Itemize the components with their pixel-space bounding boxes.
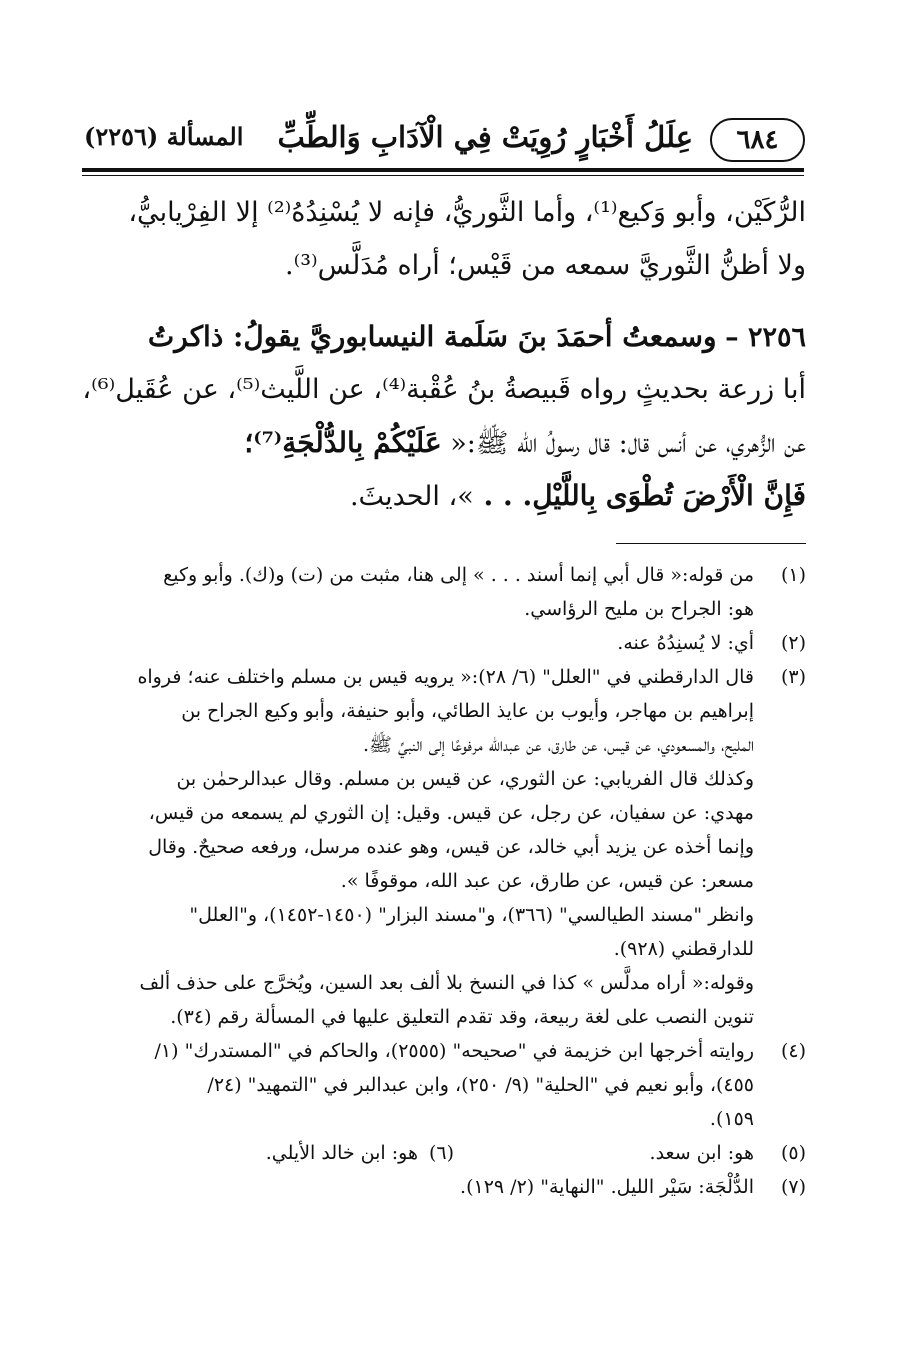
text-line: أبا زرعة بحديثٍ رواه قَبيصةُ بنُ عُقْبة⁽⁴⁾، عن اللَّيث⁽⁵⁾، عن عُقَيل⁽⁶⁾، — [82, 374, 806, 405]
footnote-line: أي: لا يُسنِدُهُ عنه. — [617, 632, 754, 654]
footnote-mark: (١) — [780, 564, 806, 586]
isnad-text: عن الزُّهري، عن أنس قال: قال رسولُ الله ﷺ:« — [441, 428, 806, 459]
footnotes — [84, 558, 806, 1204]
text-line — [84, 469, 806, 522]
footnote-line: تنوين النصب على لغة ربيعة، وقد تقدم التعليق عليها في المسألة رقم (٣٤). — [170, 1006, 754, 1028]
main-text — [84, 186, 806, 522]
matn-text: عَلَيْكُمْ بِالدُّلْجَةِ⁽⁷⁾؛ — [244, 426, 442, 459]
footnote-line: مسعر: عن قيس، عن طارق، عن عبد الله، موقوفًا ». — [340, 870, 754, 892]
footnote-line: هو: ابن خالد الأيلي. — [265, 1142, 418, 1164]
hadith-number: ٢٢٥٦ – — [725, 322, 806, 353]
running-title: عِلَلُ أَخْبَارٍ رُوِيَتْ فِي الْآدَابِ وَالطِّبِّ — [277, 120, 693, 154]
footnote-line: ٤٥٥)، وأبو نعيم في "الحلية" (٩/ ٢٥٠)، وابن عبدالبر في "التمهيد" (٢٤/ — [207, 1074, 754, 1096]
footnote-line: للدارقطني (٩٢٨). — [613, 938, 754, 960]
footnote-4 — [84, 1034, 806, 1136]
footnote-line: هو: ابن سعد. — [649, 1142, 754, 1164]
footnote-line: وقوله:« أراه مدلَّس » كذا في النسخ بلا ألف بعد السين، ويُخرَّج على حذف ألف — [139, 972, 754, 994]
page-number: ٦٨٤ — [736, 125, 779, 155]
footnote-line: من قوله:« قال أبي إنما أسند . . . » إلى هنا، مثبت من (ت) و(ك). وأبو وكيع — [163, 564, 754, 586]
footnote-separator — [616, 543, 806, 544]
footnote-line: وانظر "مسند الطيالسي" (٣٦٦)، و"مسند البزار" (١٤٥٠-١٤٥٢)، و"العلل" — [189, 904, 754, 926]
footnote-line: ١٥٩). — [709, 1108, 754, 1130]
text-line: ولا أظنُّ الثَّوريَّ سمعه من قَيْس؛ أراه مُدَلَّس⁽³⁾. — [284, 250, 806, 281]
footnote-mark: (٢) — [780, 632, 806, 654]
footnote-2 — [84, 626, 806, 660]
footnote-line: المليح، والمسعودي، عن قيس، عن طارق، عن عبدالله مرفوعًا إلى النبيِّ ﷺ. — [363, 734, 754, 756]
text-line — [84, 416, 806, 469]
footnote-line: وإنما أخذه عن يزيد أبي خالد، عن قيس، وهو عنده مرسل، ورفعه صحيحٌ. وقال — [148, 836, 754, 858]
footnote-6 — [266, 1136, 454, 1170]
hadith-intro: وسمعتُ أحمَدَ بنَ سَلَمة النيسابوريَّ يقولُ: ذاكرتُ — [147, 320, 717, 353]
footnote-mark: (٥) — [780, 1142, 806, 1164]
footnotes-5-6-row — [84, 1136, 806, 1170]
closing-text: »، الحديثَ. — [349, 481, 474, 512]
footnote-1 — [84, 558, 806, 626]
page-number-badge — [710, 118, 805, 162]
hadith-heading-line — [84, 310, 806, 363]
footnote-7 — [84, 1170, 806, 1204]
footnote-line: إبراهيم بن مهاجر، وأيوب بن عايذ الطائي، وأبو حنيفة، وأبو وكيع الجراح بن — [181, 700, 754, 722]
footnote-line: مهدي: عن سفيان، عن رجل، عن قيس. وقيل: إن الثوري لم يسمعه من قيس، — [148, 802, 754, 824]
footnote-mark: (٦) — [428, 1142, 454, 1164]
footnote-mark: (٣) — [780, 666, 806, 688]
footnote-line: الدُّلْجَة: سَيْر الليل. "النهاية" (٢/ ١٢٩). — [460, 1176, 754, 1198]
header-rule-thick — [82, 168, 804, 172]
footnote-5 — [454, 1136, 806, 1170]
footnote-line: هو: الجراح بن مليح الرؤاسي. — [524, 598, 754, 620]
matn-text: فَإِنَّ الْأَرْضَ تُطْوَى بِاللَّيْلِ. . . — [473, 479, 806, 512]
page-header — [80, 118, 805, 164]
footnote-line: قال الدارقطني في "العلل" (٦/ ٢٨):« يرويه قيس بن مسلم واختلف عنه؛ فرواه — [137, 666, 754, 688]
footnote-line: وكذلك قال الفريابي: عن الثوري، عن قيس بن مسلم. وقال عبدالرحمٰن بن — [176, 768, 754, 790]
footnote-mark: (٤) — [780, 1040, 806, 1062]
footnote-mark: (٧) — [780, 1176, 806, 1198]
text-line: الرُّكَيْن، وأبو وَكيع⁽¹⁾، وأما الثَّوريُّ، فإنه لا يُسْنِدُهُ⁽²⁾ إلا الفِرْيابيُّ، — [128, 197, 806, 228]
footnote-line: روايته أخرجها ابن خزيمة في "صحيحه" (٢٥٥٥)، والحاكم في "المستدرك" (١/ — [154, 1040, 754, 1062]
issue-label: المسألة (٢٢٥٦) — [84, 122, 244, 151]
footnote-3 — [84, 660, 806, 1034]
header-rule-thin — [82, 175, 804, 176]
